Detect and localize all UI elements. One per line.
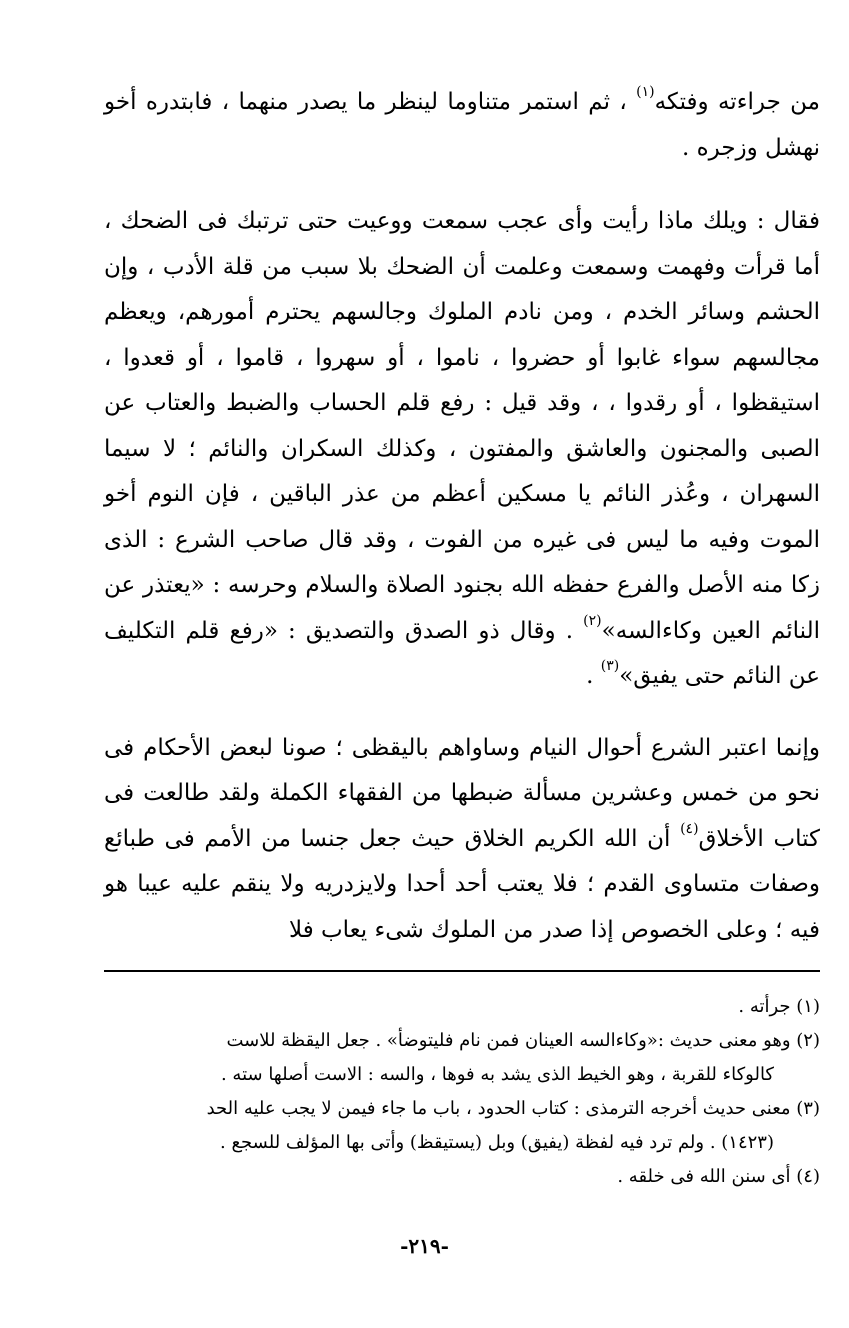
- paragraph-1-text-a: من جراءته وفتكه: [654, 89, 820, 115]
- paragraph-3: [104, 726, 820, 954]
- page-number: -٢١٩-: [400, 1234, 449, 1258]
- footnote-marker-2: (٢): [583, 612, 602, 629]
- footnote-3-continuation: (١٤٢٣) . ولم ترد فيه لفظة (يفيق) وبل (يستيقظ) وأتى بها المؤلف للسجع .: [220, 1132, 774, 1153]
- footnote-marker-3: (٣): [600, 658, 620, 675]
- paragraph-2-text-c: .: [586, 663, 594, 689]
- paragraph-3-text-b: أن الله الكريم الخلاق حيث جعل جنسا من الأمم فى طبائع وصفات متساوى القدم ؛ فلا يعتب أحد أحدا ولايزدريه ولا ينقم عليه عيبا هو فيه ؛ وعلى الخصوص إذا صدر من الملوك شىء يعاب فلا: [104, 825, 820, 943]
- footnote-2: (٢) وهو معنى حديث :«وكاءالسه العينان فمن نام فليتوضأ» . جعل اليقظة للاست: [226, 1030, 820, 1051]
- paragraph-2-text-a: فقال : ويلك ماذا رأيت وأى عجب سمعت ووعيت حتى ترتبك فى الضحك ، أما قرأت وفهمت وسمعت وعلمت أن الضحك بلا سبب من قلة الأدب ، وإن الحشم وسائر الخدم ، ومن نادم الملوك وجالسهم يحترم أمورهم، ويعظم مجالسهم سواء غابوا أو حضروا ، ناموا ، أو سهروا ، قاموا ، أو قعدوا ، استيقظوا ، أو رقدوا ، ، وقد قيل : رفع قلم الحساب والضبط والعتاب عن الصبى والمجنون والعاشق والمفتون ، وكذلك السكران والنائم ؛ لا سيما السهران ، وعُذر النائم يا مسكين أعظم من عذر الباقين ، فإن النوم أخو الموت وفيه ما ليس فى غيره من الفوت ، وقد قال صاحب الشرع : الذى زكا منه الأصل والفرع حفظه الله بجنود الصلاة والسلام وحرسه : «يعتذر عن النائم العين وكاءالسه»: [104, 208, 821, 644]
- paragraph-3-text-a: وإنما اعتبر الشرع أحوال النيام وساواهم باليقظى ؛ صونا لبعض الأحكام فى نحو من خمس وعشرين مسألة ضبطها من الفقهاء الكملة ولقد طالعت فى كتاب الأخلاق: [104, 734, 821, 852]
- footnote-marker-1: (١): [636, 84, 655, 101]
- paragraph-1: [104, 80, 820, 171]
- footnote-marker-4: (٤): [680, 820, 699, 837]
- paragraph-2: [104, 199, 820, 700]
- footnote-3: (٣) معنى حديث أخرجه الترمذى : كتاب الحدود ، باب ما جاء فيمن لا يجب عليه الحد: [206, 1098, 820, 1119]
- footnotes: [104, 990, 820, 1194]
- footnote-2-continuation: كالوكاء للقربة ، وهو الخيط الذى يشد به فوها ، والسه : الاست أصلها سته .: [220, 1064, 774, 1085]
- footnote-1: (١) جرأته .: [738, 996, 820, 1017]
- paragraph-1-text-b: ، ثم استمر متناوما لينظر ما يصدر منهما ، فابتدره أخو نهشل وزجره .: [104, 89, 820, 161]
- footnote-4: (٤) أى سنن الله فى خلقه .: [617, 1166, 820, 1187]
- footnote-separator: [104, 970, 820, 972]
- page-body: [104, 70, 820, 953]
- paragraph-2-text-b: . وقال ذو الصدق والتصديق : «رفع قلم التكليف عن النائم حتى يفيق»: [104, 617, 820, 689]
